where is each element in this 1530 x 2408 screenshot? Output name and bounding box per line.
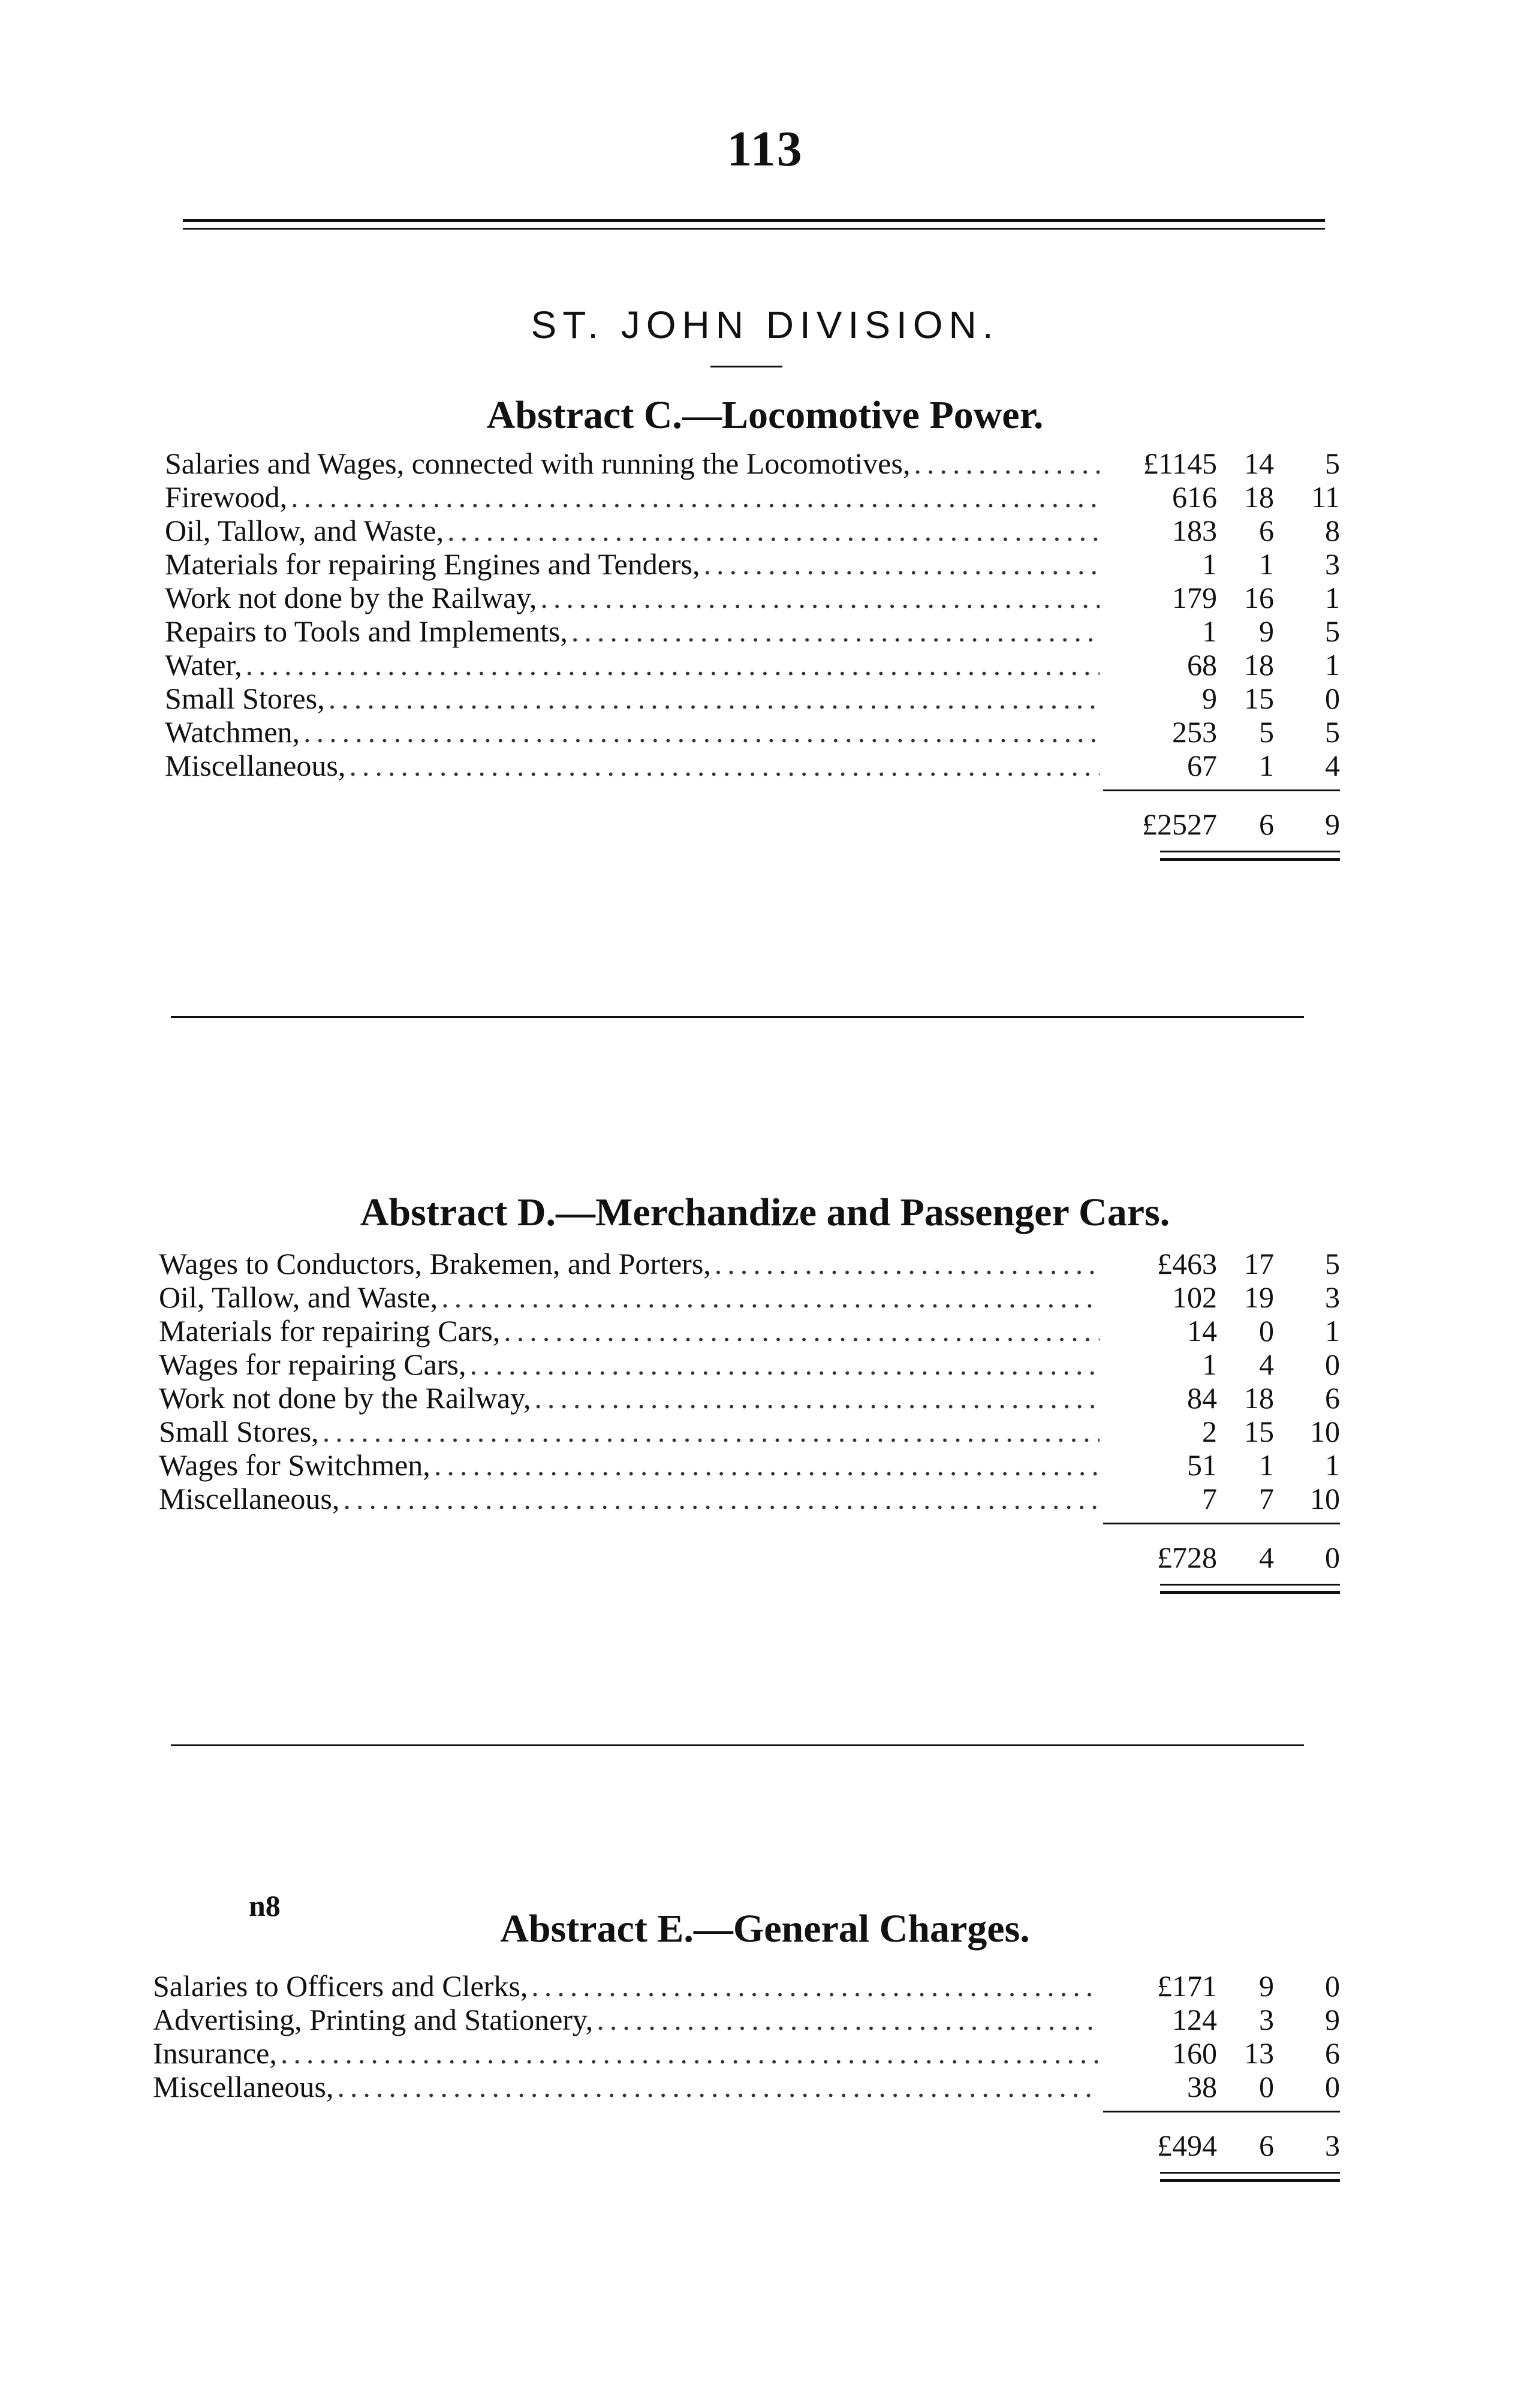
ledger-row-label: Miscellaneous, <box>153 2070 334 2103</box>
pounds-value: 183 <box>1172 514 1217 547</box>
total-pounds: £728 <box>1157 1541 1217 1574</box>
dot-leader <box>571 614 1100 648</box>
ledger-row-amount <box>1103 2036 1340 2070</box>
abstract-total <box>1103 2129 1340 2162</box>
shillings-value: 0 <box>1259 1314 1274 1348</box>
pence-value: 5 <box>1325 447 1340 480</box>
ledger-row <box>159 1314 1340 1348</box>
dot-leader <box>534 1381 1100 1415</box>
ledger-row-label: Miscellaneous, <box>165 749 346 782</box>
ledger-row <box>165 648 1340 682</box>
shillings-value: 18 <box>1244 480 1274 514</box>
dot-leader <box>441 1280 1100 1314</box>
subtotal-rule <box>1103 2111 1340 2112</box>
ledger-row <box>159 1482 1340 1515</box>
header-rule-bottom <box>183 228 1325 230</box>
total-pounds: £2527 <box>1142 807 1217 841</box>
pounds-value: 616 <box>1172 480 1217 514</box>
ledger-row-amount <box>1103 648 1340 682</box>
ledger-row <box>165 614 1340 648</box>
dot-leader <box>715 1247 1100 1280</box>
pence-value: 0 <box>1325 1969 1340 2003</box>
pounds-value: 1 <box>1202 614 1217 648</box>
ledger-row <box>165 682 1340 715</box>
ledger-row-label: Salaries to Officers and Clerks, <box>153 1969 528 2003</box>
pounds-value: £1145 <box>1143 447 1217 480</box>
shillings-value: 16 <box>1244 581 1274 614</box>
shillings-value: 6 <box>1259 514 1274 547</box>
ledger-row-amount <box>1103 2003 1340 2036</box>
pence-value: 3 <box>1325 1280 1340 1314</box>
ledger-row-amount <box>1103 1482 1340 1515</box>
abstract-title: Abstract D.—Merchandize and Passenger Cars. <box>360 1191 1170 1234</box>
pounds-value: 7 <box>1202 1482 1217 1515</box>
shillings-value: 13 <box>1244 2036 1274 2070</box>
pounds-value: 51 <box>1187 1448 1217 1482</box>
pounds-value: 2 <box>1202 1415 1217 1448</box>
division-title: ST. JOHN DIVISION. <box>531 303 999 346</box>
section-separator-rule <box>171 1744 1304 1746</box>
dot-leader <box>281 2036 1100 2070</box>
pence-value: 9 <box>1325 2003 1340 2036</box>
ledger-row-amount <box>1103 480 1340 514</box>
pence-value: 5 <box>1325 614 1340 648</box>
total-double-rule <box>1160 851 1340 852</box>
shillings-value: 1 <box>1259 1448 1274 1482</box>
total-double-rule <box>1160 2179 1340 2182</box>
ledger-row <box>153 2003 1340 2036</box>
ledger-row-label: Salaries and Wages, connected with running the Locomotives, <box>165 447 911 480</box>
ledger-row-label: Materials for repairing Engines and Tenders, <box>165 547 700 581</box>
abstract-title: Abstract C.—Locomotive Power. <box>486 393 1044 437</box>
pounds-value: 67 <box>1187 749 1217 782</box>
ledger-row <box>159 1448 1340 1482</box>
ledger-row-label: Repairs to Tools and Implements, <box>165 614 568 648</box>
dot-leader <box>303 715 1100 749</box>
ledger-row-label: Insurance, <box>153 2036 277 2070</box>
total-double-rule <box>1160 858 1340 861</box>
total-pence: 3 <box>1325 2129 1340 2162</box>
shillings-value: 9 <box>1259 1969 1274 2003</box>
pounds-value: 38 <box>1187 2070 1217 2103</box>
ledger-row-label: Advertising, Printing and Stationery, <box>153 2003 594 2036</box>
total-pence: 0 <box>1325 1541 1340 1574</box>
pence-value: 8 <box>1325 514 1340 547</box>
ledger-row <box>165 447 1340 480</box>
abstract-total <box>1103 1541 1340 1574</box>
pounds-value: 14 <box>1187 1314 1217 1348</box>
shillings-value: 3 <box>1259 2003 1274 2036</box>
ledger-row-label: Small Stores, <box>165 682 325 715</box>
total-double-rule <box>1160 1584 1340 1586</box>
ledger-row-amount <box>1103 614 1340 648</box>
shillings-value: 4 <box>1259 1348 1274 1381</box>
pounds-value: 102 <box>1172 1280 1217 1314</box>
header-rule-top <box>183 219 1325 222</box>
shillings-value: 18 <box>1244 1381 1274 1415</box>
ledger-row-amount <box>1103 1314 1340 1348</box>
pounds-value: 68 <box>1187 648 1217 682</box>
ledger-row-amount <box>1103 547 1340 581</box>
pence-value: 0 <box>1325 2070 1340 2103</box>
abstract-total <box>1103 807 1340 841</box>
pence-value: 4 <box>1325 749 1340 782</box>
pounds-value: £171 <box>1157 1969 1217 2003</box>
pence-value: 1 <box>1325 581 1340 614</box>
ledger-row-label: Materials for repairing Cars, <box>159 1314 501 1348</box>
total-pence: 9 <box>1325 807 1340 841</box>
dot-leader <box>246 648 1100 682</box>
subtotal-rule <box>1103 789 1340 791</box>
total-double-rule <box>1160 1591 1340 1594</box>
pence-value: 0 <box>1325 682 1340 715</box>
page-number: 113 <box>727 121 803 177</box>
shillings-value: 18 <box>1244 648 1274 682</box>
ledger-row <box>165 480 1340 514</box>
pence-value: 1 <box>1325 1314 1340 1348</box>
pence-value: 11 <box>1311 480 1340 514</box>
shillings-value: 7 <box>1259 1482 1274 1515</box>
dot-leader <box>504 1314 1100 1348</box>
shillings-value: 5 <box>1259 715 1274 749</box>
abstract-title: Abstract E.—General Charges. <box>500 1907 1030 1951</box>
pounds-value: 253 <box>1172 715 1217 749</box>
ledger-row-label: Oil, Tallow, and Waste, <box>159 1280 438 1314</box>
pounds-value: 1 <box>1202 1348 1217 1381</box>
total-shillings: 6 <box>1259 2129 1274 2162</box>
pence-value: 5 <box>1325 1247 1340 1280</box>
dot-leader <box>323 1415 1100 1448</box>
dot-leader <box>914 447 1100 480</box>
ledger-row <box>159 1348 1340 1381</box>
dot-leader <box>434 1448 1100 1482</box>
ledger-row-amount <box>1103 1280 1340 1314</box>
ledger-row <box>153 2070 1340 2103</box>
total-shillings: 6 <box>1259 807 1274 841</box>
pence-value: 0 <box>1325 1348 1340 1381</box>
pounds-value: 84 <box>1187 1381 1217 1415</box>
dot-leader <box>343 1482 1100 1515</box>
pence-value: 1 <box>1325 1448 1340 1482</box>
ledger-row-amount <box>1103 715 1340 749</box>
dot-leader <box>291 480 1100 514</box>
ledger-row-label: Wages for Switchmen, <box>159 1448 430 1482</box>
dot-leader <box>597 2003 1100 2036</box>
ledger-row <box>165 581 1340 614</box>
total-double-rule <box>1160 2172 1340 2174</box>
ledger-row <box>153 1969 1340 2003</box>
ledger-row-amount <box>1103 749 1340 782</box>
pence-value: 5 <box>1325 715 1340 749</box>
ledger-row-label: Miscellaneous, <box>159 1482 340 1515</box>
shillings-value: 15 <box>1244 1415 1274 1448</box>
pence-value: 3 <box>1325 547 1340 581</box>
ledger-row-label: Work not done by the Railway, <box>165 581 537 614</box>
ledger-row-amount <box>1103 1247 1340 1280</box>
shillings-value: 1 <box>1259 547 1274 581</box>
ledger-row-amount <box>1103 447 1340 480</box>
pence-value: 10 <box>1310 1482 1340 1515</box>
shillings-value: 17 <box>1244 1247 1274 1280</box>
section-separator-rule <box>171 1016 1304 1018</box>
ledger-row-amount <box>1103 1381 1340 1415</box>
dot-leader <box>329 682 1100 715</box>
pounds-value: 124 <box>1172 2003 1217 2036</box>
signature-mark: n8 <box>249 1889 281 1922</box>
ledger-row-label: Small Stores, <box>159 1415 319 1448</box>
ledger-row-label: Water, <box>165 648 242 682</box>
ledger-row-label: Oil, Tallow, and Waste, <box>165 514 444 547</box>
ledger-row-amount <box>1103 682 1340 715</box>
pounds-value: 9 <box>1202 682 1217 715</box>
ledger-row <box>159 1280 1340 1314</box>
ledger-row-amount <box>1103 2070 1340 2103</box>
ledger-row <box>165 547 1340 581</box>
shillings-value: 15 <box>1244 682 1274 715</box>
ledger-row <box>159 1247 1340 1280</box>
dot-leader <box>704 547 1100 581</box>
pounds-value: 160 <box>1172 2036 1217 2070</box>
dot-leader <box>469 1348 1100 1381</box>
shillings-value: 1 <box>1259 749 1274 782</box>
subtotal-rule <box>1103 1523 1340 1524</box>
pence-value: 1 <box>1325 648 1340 682</box>
ledger-row <box>165 715 1340 749</box>
ledger-row-amount <box>1103 1415 1340 1448</box>
ledger-row <box>165 749 1340 782</box>
ledger-row-label: Wages to Conductors, Brakemen, and Porters, <box>159 1247 711 1280</box>
ledger-row <box>165 514 1340 547</box>
dot-leader <box>447 514 1100 547</box>
dot-leader <box>349 749 1100 782</box>
ledger-row-amount <box>1103 581 1340 614</box>
ledger-row-label: Firewood, <box>165 480 288 514</box>
total-pounds: £494 <box>1157 2129 1217 2162</box>
title-underline <box>710 366 782 367</box>
dot-leader <box>540 581 1100 614</box>
total-shillings: 4 <box>1259 1541 1274 1574</box>
dot-leader <box>337 2070 1100 2103</box>
shillings-value: 0 <box>1259 2070 1274 2103</box>
dot-leader <box>531 1969 1100 2003</box>
pounds-value: 1 <box>1202 547 1217 581</box>
pounds-value: 179 <box>1172 581 1217 614</box>
shillings-value: 19 <box>1244 1280 1274 1314</box>
ledger-row-label: Watchmen, <box>165 715 300 749</box>
ledger-row <box>153 2036 1340 2070</box>
pence-value: 10 <box>1310 1415 1340 1448</box>
ledger-row-amount <box>1103 1448 1340 1482</box>
shillings-value: 14 <box>1244 447 1274 480</box>
ledger-row <box>159 1381 1340 1415</box>
shillings-value: 9 <box>1259 614 1274 648</box>
ledger-row-amount <box>1103 1348 1340 1381</box>
pence-value: 6 <box>1325 2036 1340 2070</box>
pounds-value: £463 <box>1157 1247 1217 1280</box>
ledger-row-amount <box>1103 514 1340 547</box>
ledger-row-amount <box>1103 1969 1340 2003</box>
pence-value: 6 <box>1325 1381 1340 1415</box>
ledger-row-label: Work not done by the Railway, <box>159 1381 531 1415</box>
ledger-row <box>159 1415 1340 1448</box>
ledger-row-label: Wages for repairing Cars, <box>159 1348 466 1381</box>
